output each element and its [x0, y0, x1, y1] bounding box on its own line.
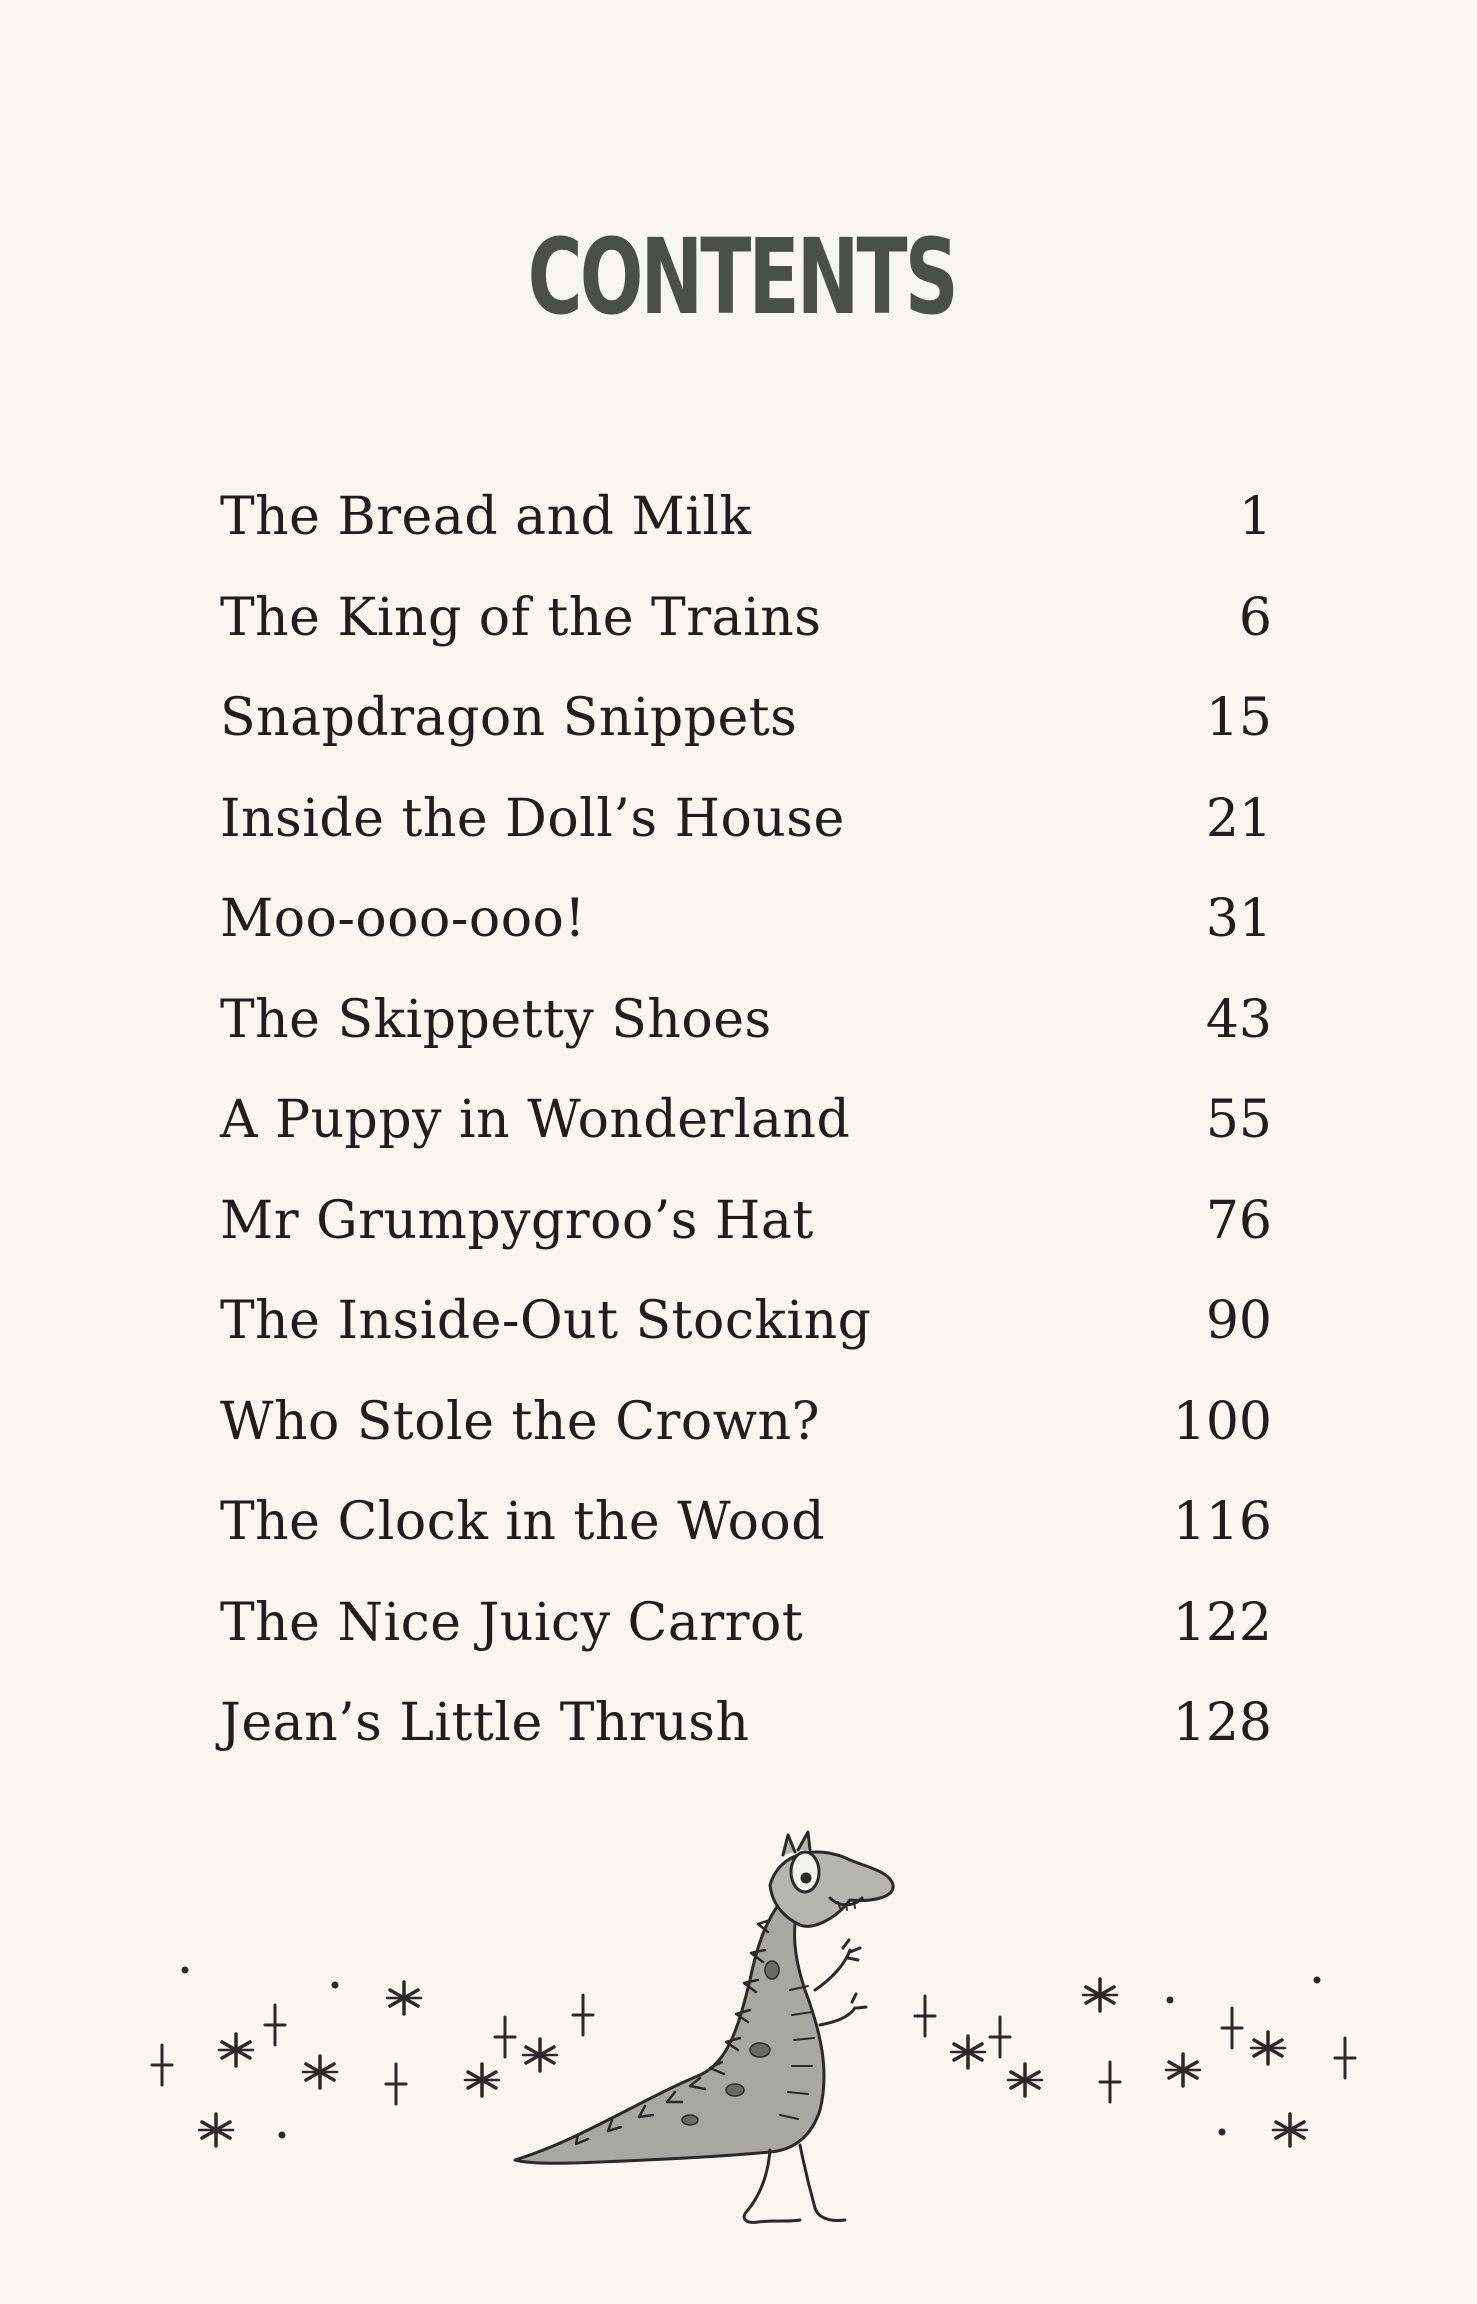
toc-entry[interactable] — [220, 681, 1272, 782]
toc-entry[interactable] — [220, 1184, 1272, 1285]
toc-entry-page: 100 — [1172, 1391, 1272, 1452]
toc-entry-title: Snapdragon Snippets — [220, 688, 798, 748]
page-title: CONTENTS — [527, 216, 956, 338]
toc-entry-page: 6 — [1238, 587, 1272, 648]
toc-entry[interactable] — [220, 1385, 1272, 1486]
star-icons-left — [152, 1967, 593, 2147]
toc-entry[interactable] — [220, 983, 1272, 1084]
toc-entry-page: 122 — [1172, 1592, 1272, 1653]
toc-entry-page: 90 — [1205, 1291, 1272, 1351]
toc-entry-title: Mr Grumpygroo’s Hat — [220, 1190, 814, 1251]
dinosaur-illustration — [0, 1830, 1477, 2250]
toc-entry[interactable] — [220, 1284, 1272, 1385]
toc-entry-title: Jean’s Little Thrush — [220, 1693, 750, 1753]
toc-entry[interactable] — [220, 1083, 1272, 1184]
dinosaur-icon — [515, 1832, 893, 2222]
toc-entry[interactable] — [220, 480, 1272, 581]
toc-entry[interactable] — [220, 882, 1272, 983]
toc-entry-title: The Clock in the Wood — [220, 1492, 826, 1552]
toc-entry-page: 1 — [1238, 487, 1272, 547]
star-icons-right — [915, 1977, 1355, 2147]
toc-entry-title: The Skippetty Shoes — [220, 989, 772, 1050]
toc-entry-page: 31 — [1205, 889, 1272, 949]
toc-entry-title: Who Stole the Crown? — [220, 1391, 821, 1452]
toc-entry[interactable] — [220, 1686, 1272, 1787]
toc-entry-page: 43 — [1205, 989, 1272, 1050]
toc-entry-title: Moo-ooo-ooo! — [220, 889, 586, 949]
toc-entry-title: The Inside-Out Stocking — [220, 1291, 872, 1351]
toc-entry[interactable] — [220, 1485, 1272, 1586]
toc-entry-title: The King of the Trains — [220, 587, 822, 648]
toc-entry[interactable] — [220, 782, 1272, 883]
toc-entry-title: The Nice Juicy Carrot — [220, 1592, 804, 1653]
toc-entry[interactable] — [220, 1586, 1272, 1687]
toc-entry-title: The Bread and Milk — [220, 487, 752, 547]
toc-entry-page: 76 — [1205, 1190, 1272, 1251]
toc-entry-page: 128 — [1172, 1693, 1272, 1753]
toc-entry-page: 15 — [1205, 688, 1272, 748]
toc-entry-title: A Puppy in Wonderland — [220, 1090, 851, 1150]
toc-entry-page: 116 — [1172, 1492, 1272, 1552]
toc-entry[interactable] — [220, 581, 1272, 682]
toc-entry-page: 21 — [1205, 788, 1272, 849]
table-of-contents — [220, 480, 1272, 1787]
toc-entry-page: 55 — [1205, 1090, 1272, 1150]
toc-entry-title: Inside the Doll’s House — [220, 788, 845, 849]
